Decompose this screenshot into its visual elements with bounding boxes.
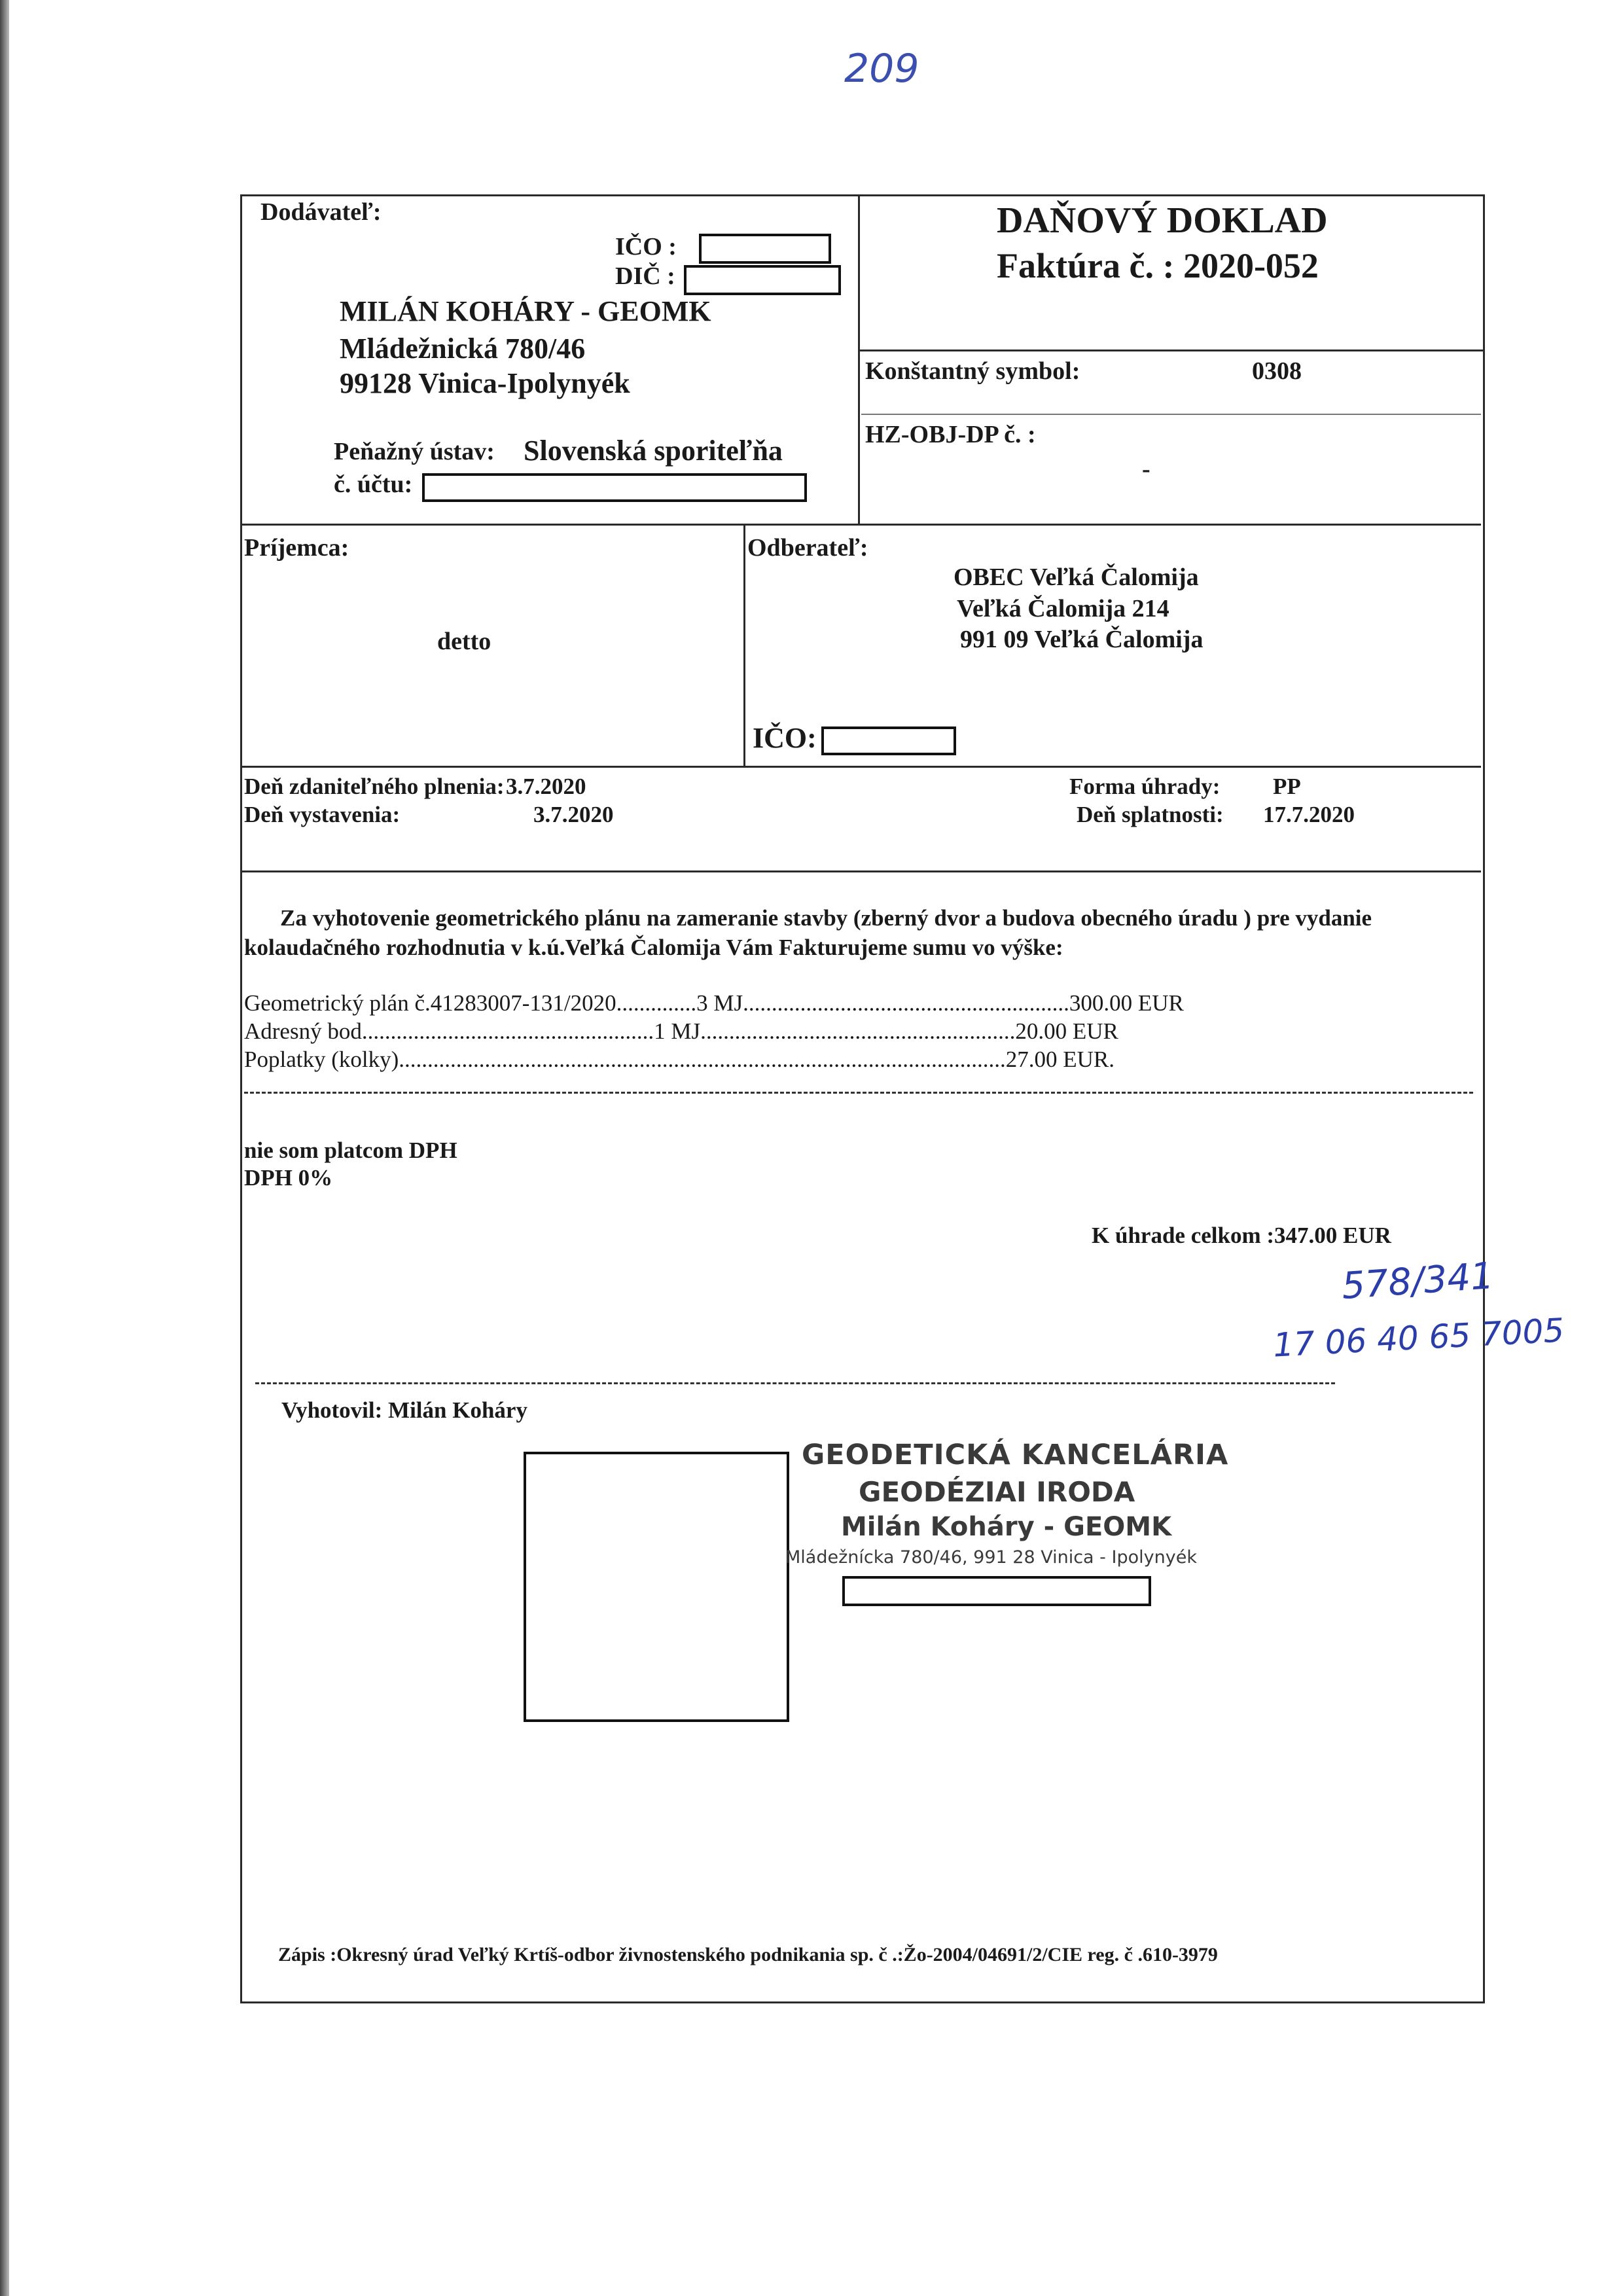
description-line-2: kolaudačného rozhodnutia v k.ú.Veľká Čalomija Vám Fakturujeme sumu vo výške: [244,935,1063,960]
customer-name: OBEC Veľká Čalomija [954,564,1199,591]
registration-footer: Zápis :Okresný úrad Veľký Krtíš-odbor živnostenského podnikania sp. č .:Žo-2004/04691/2/CIE reg. č .610-3979 [278,1944,1218,1965]
customer-city: 991 09 Veľká Čalomija [960,626,1204,653]
redacted-dic [684,265,841,295]
line-item: Geometrický plán č.41283007-131/2020..............3 MJ.........................................................300.00 EUR [244,990,1184,1016]
recipient-vertical-divider [743,524,745,766]
vat-note: nie som platcom DPH [244,1138,457,1163]
constant-symbol-value: 0308 [1252,357,1302,385]
supplier-ico-label: IČO : [615,233,677,260]
due-date-label: Deň splatnosti: [1077,802,1224,827]
total-amount: K úhrade celkom :347.00 EUR [1092,1223,1391,1248]
vat-rate: DPH 0% [244,1165,333,1191]
description-line-1: Za vyhotovenie geometrického plánu na zameranie stavby (zberný dvor a budova obecného úradu ) pre vydanie [280,905,1372,931]
bank-name: Slovenská sporiteľňa [524,435,783,467]
supplier-heading: Dodávateľ: [260,198,382,226]
scan-edge [0,0,9,2296]
stamp-line-3: Milán Koháry - GEOMK [841,1512,1172,1542]
customer-ico-label: IČO: [753,722,817,754]
recipient-heading: Príjemca: [244,534,349,562]
signature-dashed-separator [255,1382,1335,1384]
dates-bottom-line [240,870,1481,872]
redacted-customer-ico [821,726,956,755]
stamp-line-1: GEODETICKÁ KANCELÁRIA [802,1439,1229,1471]
redacted-account-number [422,473,807,502]
due-date-value: 17.7.2020 [1263,802,1355,827]
account-label: č. účtu: [334,471,413,498]
payment-form-value: PP [1273,774,1301,799]
redacted-ico [699,234,831,264]
line-item: Adresný bod...................................................1 MJ.......................................................20.00 EUR [244,1018,1118,1044]
header-vertical-divider [858,194,860,524]
redacted-signature [524,1452,789,1722]
recipient-value: detto [437,628,491,655]
document-title: DAŇOVÝ DOKLAD [997,200,1328,241]
bank-label: Peňažný ústav: [334,438,495,465]
supplier-street: Mládežnická 780/46 [340,332,586,365]
stamp-line-2: GEODÉZIAI IRODA [859,1476,1135,1508]
customer-street: Veľká Čalomija 214 [957,595,1169,622]
title-box-bottom-line [858,350,1483,351]
parties-bottom-line [240,766,1481,768]
invoice-number: Faktúra č. : 2020-052 [997,246,1319,285]
order-value: - [1142,456,1150,483]
customer-heading: Odberateľ: [747,534,868,562]
taxable-date-value: 3.7.2020 [506,774,586,799]
constant-symbol-underline [861,414,1481,415]
constant-symbol-label: Konštantný symbol: [865,357,1080,385]
header-bottom-line [240,524,1481,526]
line-item: Poplatky (kolky)..........................................................................................................27.00 EUR. [244,1047,1115,1072]
issued-date-value: 3.7.2020 [533,802,614,827]
handwritten-note-1: 578/341 [1340,1254,1495,1308]
redacted-stamp-id [842,1576,1151,1606]
items-dashed-separator [244,1092,1473,1094]
handwritten-note-2: 17 06 40 65 7005 [1272,1311,1565,1365]
stamp-line-4: Mládežnícka 780/46, 991 28 Vinica - Ipolynyék [785,1547,1197,1568]
page-number-annotation: 209 [844,46,919,92]
payment-form-label: Forma úhrady: [1069,774,1221,799]
supplier-city: 99128 Vinica-Ipolynyék [340,367,630,399]
supplier-name: MILÁN KOHÁRY - GEOMK [340,295,711,327]
order-label: HZ-OBJ-DP č. : [865,421,1036,448]
supplier-dic-label: DIČ : [615,262,675,290]
issued-by: Vyhotovil: Milán Koháry [281,1397,527,1423]
taxable-date-label: Deň zdaniteľného plnenia: [244,774,505,799]
issued-date-label: Deň vystavenia: [244,802,401,827]
